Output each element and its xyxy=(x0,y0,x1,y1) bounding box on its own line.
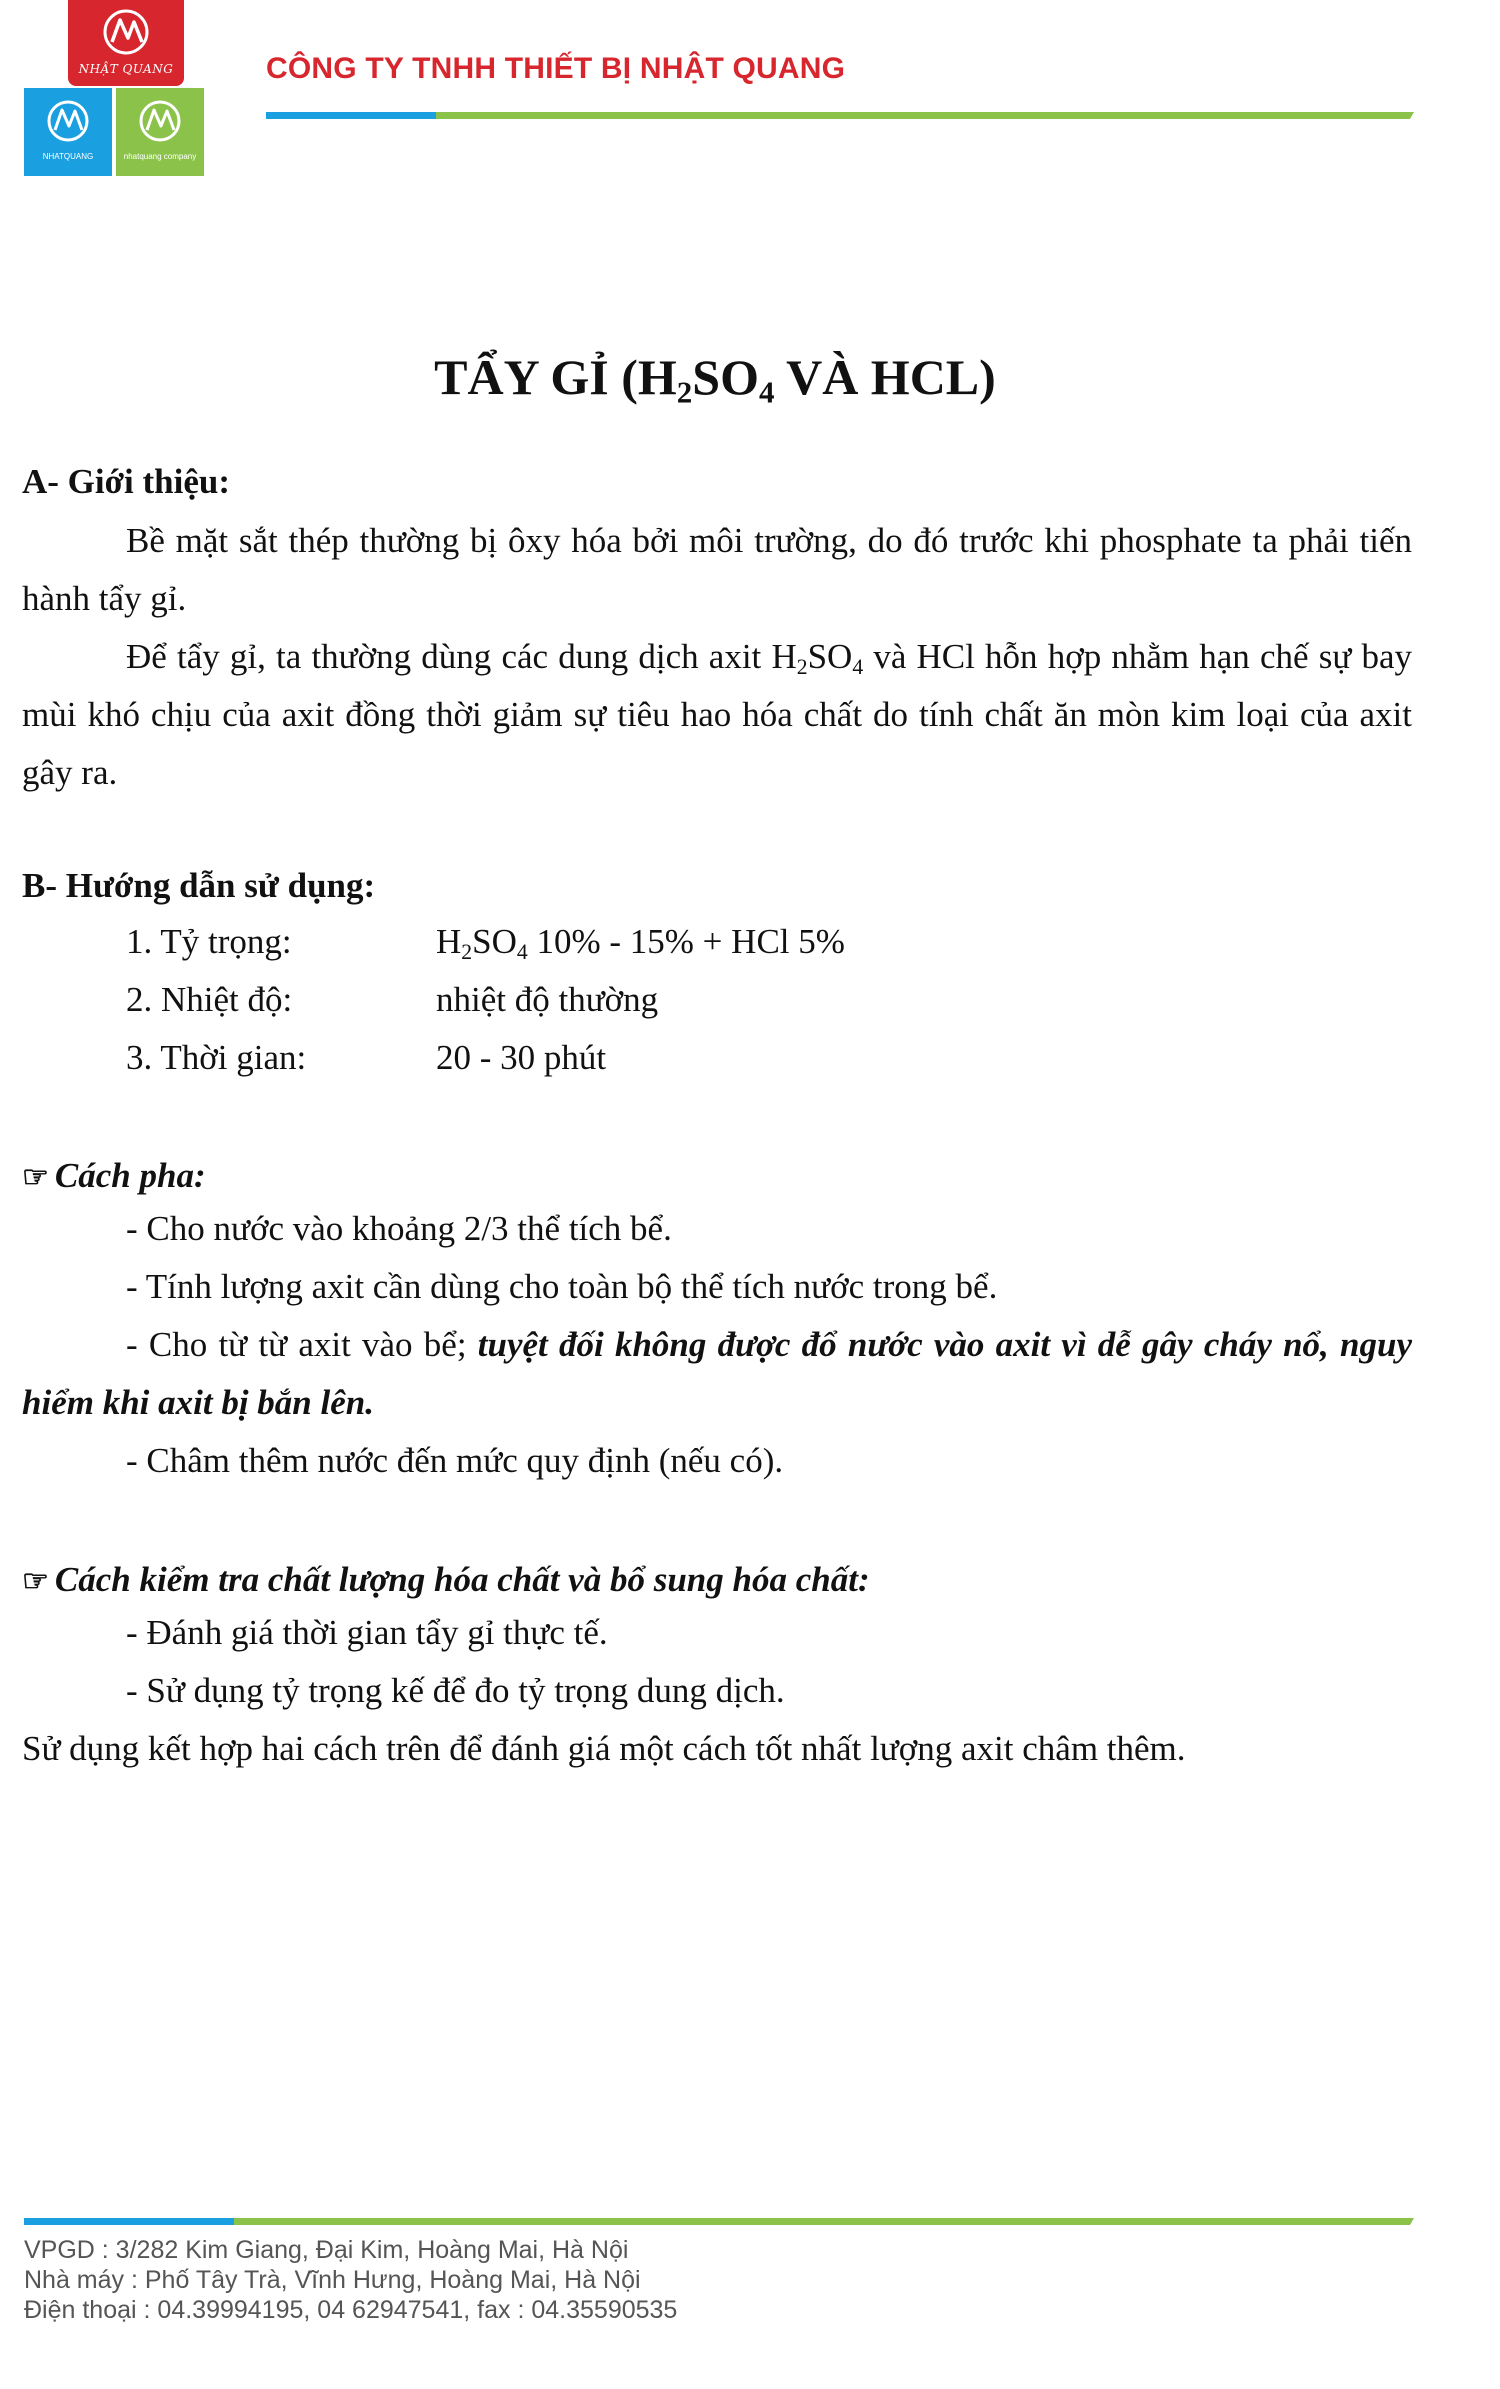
spec-value-time: 20 - 30 phút xyxy=(436,1038,607,1077)
section-a-heading: A- Giới thiệu: xyxy=(22,462,230,501)
mixing-step-4: - Châm thêm nước đến mức quy định (nếu có). xyxy=(126,1441,784,1480)
spec-value-density: $H_2SO_4$ 10% - 15% + HCl 5% xyxy=(436,922,845,965)
section-b-heading: B- Hướng dẫn sử dụng: xyxy=(22,866,376,905)
pointing-hand-icon: ☞ xyxy=(22,1565,49,1598)
spec-label-density: 1. Tỷ trọng: xyxy=(126,922,292,961)
logo-green-block xyxy=(116,88,204,176)
safety-warning: tuyệt đối không được đổ nước vào axit vì dễ gây cháy nổ, nguy hiểm khi axit bị bắn lên. xyxy=(22,1325,1413,1422)
mixing-heading: ☞ Cách pha: xyxy=(22,1156,206,1195)
mixing-step-3: - Cho từ từ axit vào bể; tuyệt đối không được đổ nước vào axit vì dễ gây cháy nổ, nguy hiểm khi axit bị bắn lên. xyxy=(22,1325,1413,1422)
quality-step-2: - Sử dụng tỷ trọng kế để đo tỷ trọng dung dịch. xyxy=(126,1671,785,1710)
footer-factory-address: Nhà máy : Phố Tây Trà, Vĩnh Hưng, Hoàng Mai, Hà Nội xyxy=(24,2266,641,2294)
footer-office-address: VPGD : 3/282 Kim Giang, Đại Kim, Hoàng Mai, Hà Nội xyxy=(24,2236,629,2264)
logo-mark-icon xyxy=(134,98,186,144)
spec-label-temperature: 2. Nhiệt độ: xyxy=(126,980,293,1019)
logo-red-block xyxy=(68,0,184,86)
footer-divider xyxy=(24,2218,1412,2225)
company-name: CÔNG TY TNHH THIẾT BỊ NHẬT QUANG xyxy=(266,52,846,85)
quality-step-1: - Đánh giá thời gian tẩy gỉ thực tế. xyxy=(126,1613,608,1652)
company-logo xyxy=(24,0,204,180)
logo-caption-blue: NHATQUANG xyxy=(42,152,94,161)
logo-mark-icon xyxy=(42,98,94,144)
quality-heading: ☞ Cách kiểm tra chất lượng hóa chất và bổ sung hóa chất: xyxy=(22,1560,870,1599)
quality-summary: Sử dụng kết hợp hai cách trên để đánh giá một cách tốt nhất lượng axit châm thêm. xyxy=(22,1729,1186,1768)
mixing-step-1: - Cho nước vào khoảng 2/3 thể tích bể. xyxy=(126,1209,672,1248)
logo-caption-green: nhatquang company xyxy=(123,152,197,161)
footer-phone: Điện thoại : 04.39994195, 04 62947541, fax : 04.35590535 xyxy=(24,2296,678,2324)
logo-blue-block xyxy=(24,88,112,176)
logo-mark-icon xyxy=(98,8,154,56)
page-title: TẨY GỈ ($H_2SO_4$ VÀ HCL) xyxy=(434,349,996,410)
intro-paragraph-2: Để tẩy gỉ, ta thường dùng các dung dịch axit $H_2SO_4$ và HCl hỗn hợp nhằm hạn chế sự bay mùi khó chịu của axit đồng thời giảm sự tiêu hao hóa chất do tính chất ăn mòn kim loại của axit gây ra. xyxy=(22,637,1412,792)
header-divider xyxy=(266,112,1412,119)
logo-caption: NHẬT QUANG xyxy=(78,62,174,76)
mixing-step-2: - Tính lượng axit cần dùng cho toàn bộ thể tích nước trong bể. xyxy=(126,1267,998,1306)
spec-value-temperature: nhiệt độ thường xyxy=(436,980,659,1019)
pointing-hand-icon: ☞ xyxy=(22,1161,49,1194)
intro-paragraph-1: Bề mặt sắt thép thường bị ôxy hóa bởi môi trường, do đó trước khi phosphate ta phải tiến hành tẩy gỉ. xyxy=(22,521,1412,618)
spec-label-time: 3. Thời gian: xyxy=(126,1038,307,1077)
